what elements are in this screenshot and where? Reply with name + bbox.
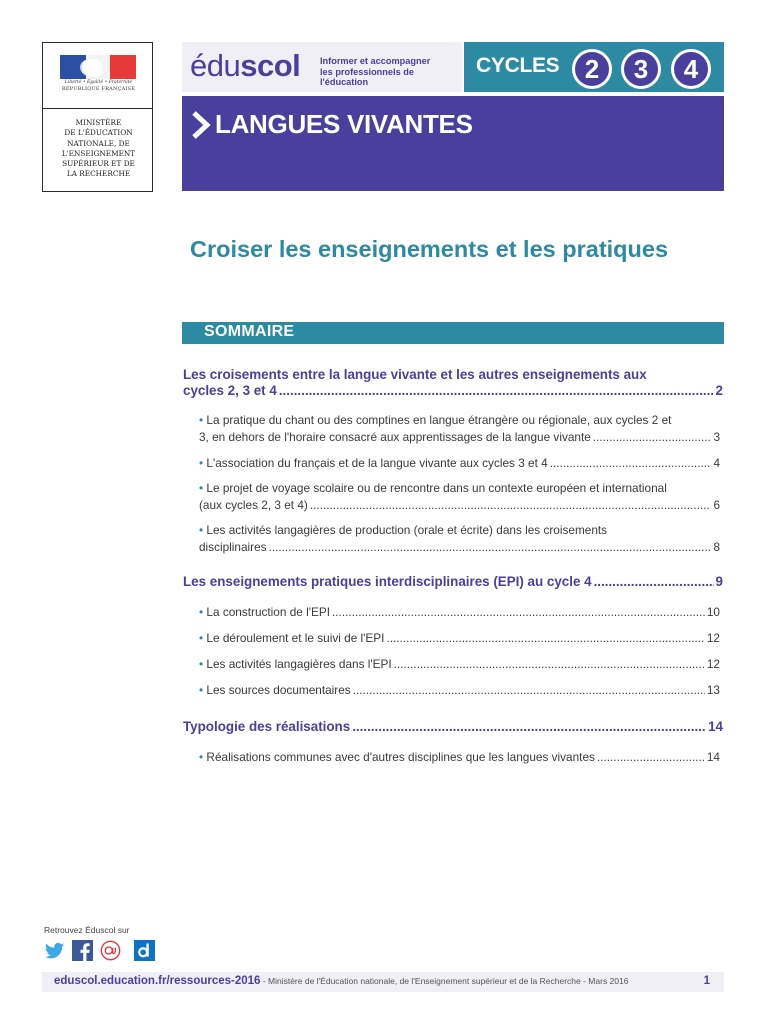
ministry-name: MINISTÈRE DE L'ÉDUCATION NATIONALE, DE L'ENSEIGNEMENT SUPÉRIEUR ET DE LA RECHERCHE [61,118,136,179]
page-number: 1 [703,975,710,987]
chevron-right-icon [188,110,214,140]
toc-item-activites-epi[interactable]: • Les activités langagières dans l'EPI ..... 12 [199,656,720,673]
eduscol-tagline: Informer et accompagner les professionnels de l'éducation [320,56,431,88]
cycle-2-badge: 2 [572,49,612,89]
bullet-icon: • [199,481,204,495]
bullet-icon: • [199,605,204,619]
cycle-3-badge: 3 [621,49,661,89]
marianne-flag-icon [60,55,136,79]
facebook-icon[interactable] [72,940,93,961]
subject-title: LANGUES VIVANTES [215,109,473,139]
bullet-icon: • [199,657,204,671]
bullet-icon: • [199,456,204,470]
republic-motto: Liberté • Égalité • Fraternité [64,80,133,85]
page-title: Croiser les enseignements et les pratiques [190,236,669,262]
viadeo-icon[interactable] [100,940,121,961]
toc-item-association-francais[interactable]: • L'association du français et de la langue vivante aux cycles 3 et 4 ..... 4 [199,455,720,472]
ministry-logo-block [42,42,153,192]
footer-url[interactable]: eduscol.education.fr/ressources-2016 - Ministère de l'Éducation nationale, de l'Enseignement supérieur et de la Recherche - Mars 2016 [54,975,629,987]
toc-item-realisations[interactable]: • Réalisations communes avec d'autres disciplines que les langues vivantes ..... 14 [199,749,720,766]
bullet-icon: • [199,683,204,697]
footer-info: - Ministère de l'Éducation nationale, de l'Enseignement supérieur et de la Recherche - Mars 2016 [260,976,629,986]
footer-bar [42,972,724,992]
toc-item-construction-epi[interactable]: • La construction de l'EPI ..... 10 [199,604,720,621]
ministry-divider [43,108,152,109]
subject-banner [182,96,724,191]
republic-name: RÉPUBLIQUE FRANÇAISE [61,86,136,92]
cycles-label: CYCLES [476,54,560,77]
toc-item-activites-production[interactable]: • Les activités langagières de production (orale et écrite) dans les croisements disciplinaires ..... 8 [199,522,720,555]
toc-item-deroulement-epi[interactable]: • Le déroulement et le suivi de l'EPI ..... 12 [199,630,720,647]
eduscol-logo: éduscol [190,48,301,83]
toc-item-sources[interactable]: • Les sources documentaires ..... 13 [199,682,720,699]
bullet-icon: • [199,750,204,764]
cycle-4-badge: 4 [671,49,711,89]
toc-item-voyage-scolaire[interactable]: • Le projet de voyage scolaire ou de rencontre dans un contexte européen et international (aux cycles 2, 3 et 4) ..... 6 [199,480,720,513]
eduscol-logo-block [182,42,462,92]
sommaire-label: SOMMAIRE [204,323,295,340]
toc-heading-typologie[interactable]: Typologie des réalisations ..... 14 [183,719,723,735]
dailymotion-icon[interactable] [134,940,155,961]
bullet-icon: • [199,631,204,645]
toc-item-chant-comptines[interactable]: • La pratique du chant ou des comptines en langue étrangère ou régionale, aux cycles 2 et 3, en dehors de l'horaire consacré aux apprentissages de la langue vivante ..... 3 [199,412,720,445]
bullet-icon: • [199,413,204,427]
bullet-icon: • [199,523,204,537]
sommaire-header [182,322,724,344]
cycles-banner [464,42,724,92]
twitter-icon[interactable] [44,940,65,961]
toc-heading-epi[interactable]: Les enseignements pratiques interdisciplinaires (EPI) au cycle 4 ..... 9 [183,574,723,590]
social-label: Retrouvez Éduscol sur [44,925,130,935]
toc-heading-croisements[interactable]: Les croisements entre la langue vivante et les autres enseignements aux cycles 2, 3 et 4 ..... 2 [183,367,723,399]
